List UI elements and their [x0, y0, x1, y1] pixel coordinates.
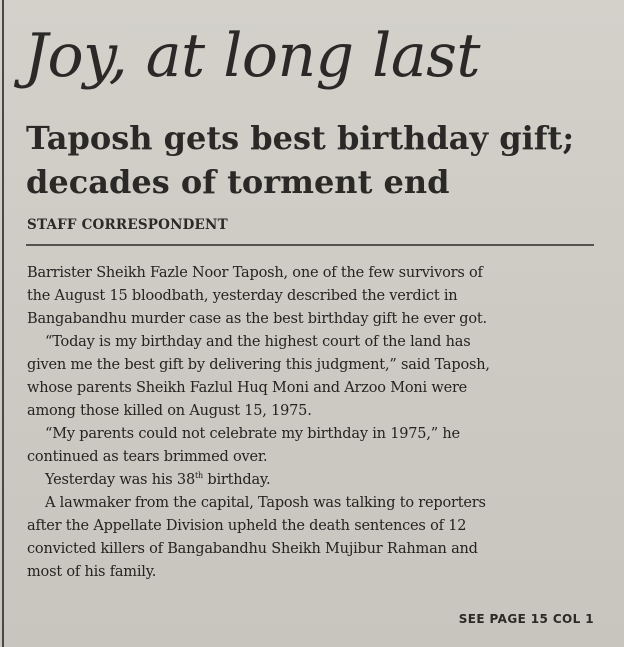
- body-line: the August 15 bloodbath, yesterday described the verdict in: [27, 288, 458, 304]
- body-line: convicted killers of Bangabandhu Sheikh Mujibur Rahman and: [27, 541, 478, 557]
- subheadline: [26, 116, 606, 204]
- body-line: among those killed on August 15, 1975.: [27, 403, 312, 419]
- body-line: after the Appellate Division upheld the death sentences of 12: [27, 518, 467, 534]
- body-line: continued as tears brimmed over.: [27, 449, 268, 465]
- column-rule: [2, 0, 4, 647]
- paragraph-3: [27, 423, 595, 469]
- subheadline-line-2: decades of torment end: [26, 163, 450, 201]
- byline-divider: [26, 244, 594, 246]
- paragraph-2: [27, 331, 595, 423]
- body-line: whose parents Sheikh Fazlul Huq Moni and Arzoo Moni were: [27, 380, 468, 396]
- byline: STAFF CORRESPONDENT: [27, 217, 228, 233]
- body-text-run: birthday.: [202, 472, 271, 488]
- ordinal-suffix: th: [195, 471, 203, 480]
- headline: Joy, at long last: [24, 21, 481, 91]
- paragraph-5: [27, 492, 595, 584]
- body-line: most of his family.: [27, 564, 157, 580]
- body-line: “My parents could not celebrate my birthday in 1975,” he: [45, 426, 460, 442]
- body-line: Barrister Sheikh Fazle Noor Taposh, one of the few survivors of: [27, 265, 483, 281]
- subheadline-line-1: Taposh gets best birthday gift;: [26, 119, 575, 157]
- body-line: A lawmaker from the capital, Taposh was talking to reporters: [45, 495, 486, 511]
- paragraph-4: [27, 469, 595, 492]
- paragraph-1: [27, 262, 595, 331]
- body-text-run: Yesterday was his 38: [45, 472, 195, 488]
- body-line: Bangabandhu murder case as the best birthday gift he ever got.: [27, 311, 487, 327]
- body-line: “Today is my birthday and the highest court of the land has: [45, 334, 471, 350]
- body-line: given me the best gift by delivering this judgment,” said Taposh,: [27, 357, 490, 373]
- article-body: [27, 262, 595, 584]
- body-line: [27, 469, 595, 492]
- continuation-jump-line: SEE PAGE 15 COL 1: [458, 612, 594, 626]
